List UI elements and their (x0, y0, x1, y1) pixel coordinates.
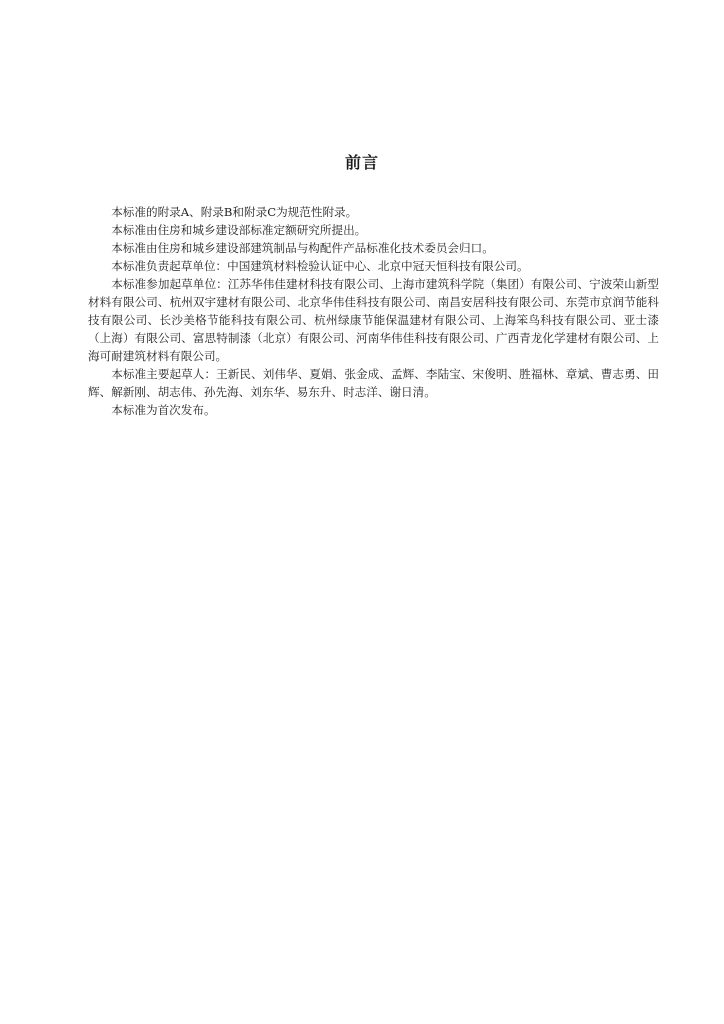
paragraph-appendix: 本标准的附录A、附录B和附录C为规范性附录。 (111, 205, 358, 219)
paragraph-main-drafting-unit: 本标准负责起草单位：中国建筑材料检验认证中心、北京中冠天恒科技有限公司。 (111, 259, 529, 273)
paragraph-proposer: 本标准由住房和城乡建设部标准定额研究所提出。 (111, 223, 367, 237)
paragraph-responsible-committee: 本标准由住房和城乡建设部建筑制品与构配件产品标准化技术委员会归口。 (111, 241, 494, 255)
section-title: 前言 (344, 153, 379, 172)
paragraph-main-drafters: 本标准主要起草人：王新民、刘伟华、夏娟、张金成、孟辉、李陆宝、宋俊明、胜福林、章斌、曹志勇、田辉、解新刚、胡志伟、孙先海、刘东华、易东升、时志洋、谢日清。 (88, 367, 659, 399)
foreword-body (88, 203, 659, 419)
paragraph-participating-units: 本标准参加起草单位：江苏华伟佳建材科技有限公司、上海市建筑科学院（集团）有限公司、宁波荣山新型材料有限公司、杭州双宇建材有限公司、北京华伟佳科技有限公司、南昌安居科技有限公司、东莞市京润节能科技有限公司、长沙美格节能科技有限公司、杭州绿康节能保温建材有限公司、上海笨鸟科技有限公司、亚士漆（上海）有限公司、富思特制漆（北京）有限公司、河南华伟佳科技有限公司、广西青龙化学建材有限公司、上海可耐建筑材料有限公司。 (88, 277, 659, 363)
paragraph-first-release: 本标准为首次发布。 (111, 403, 216, 417)
